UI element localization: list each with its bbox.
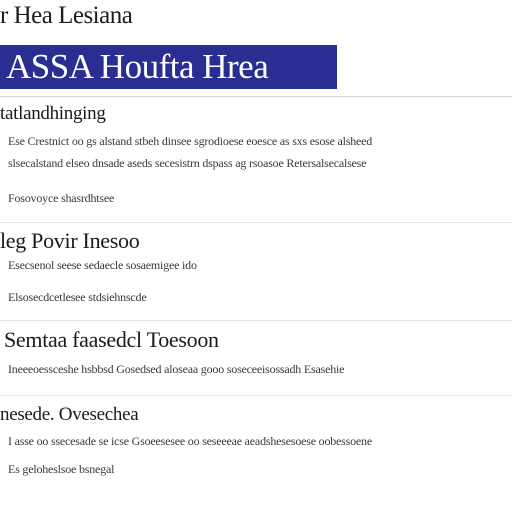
section-4-line-1: I asse oo ssecesade se icse Gsoeesesee oo seseeeae aeadshesesoese oobessoene — [8, 434, 372, 448]
section-2-line-2: Elsosecdcetlesee stdsiehnscde — [8, 290, 147, 304]
section-3-line-1: Ineeeoessceshe hsbbsd Gosedsed aloseaa gooo soseceeisossadh Esasehie — [8, 362, 345, 376]
section-1-line-3: Fosovoyce shasrdhtsee — [8, 191, 115, 205]
header-divider — [0, 96, 512, 97]
title-banner — [0, 45, 337, 89]
section-divider — [0, 320, 512, 321]
section-4-line-2: Es geloheslsoe bsnegal — [8, 462, 115, 476]
section-heading-2: leg Povir Inesoo — [0, 228, 140, 253]
section-1-line-2: slsecalstand elseo dnsade aseds secesistrn dspass ag rsoasoe Retersalsecalsese — [8, 156, 367, 170]
document-title: r Hea Lesiana — [0, 2, 133, 29]
section-1-line-1: Ese Crestnict oo gs alstand stbeh dinsee sgrodioese eoesce as sxs esose alsheed — [8, 134, 373, 148]
section-heading-3: Semtaa faasedcl Toesoon — [4, 327, 219, 352]
section-divider — [0, 222, 512, 223]
section-divider — [0, 395, 512, 396]
section-2-line-1: Esecsenol seese sedaecle sosaemigee ido — [8, 258, 197, 272]
section-heading-1: tatlandhinging — [0, 103, 106, 124]
section-heading-4: nesede. Ovesechea — [0, 404, 139, 425]
banner-title: ASSA Houfta Hrea — [6, 47, 269, 86]
